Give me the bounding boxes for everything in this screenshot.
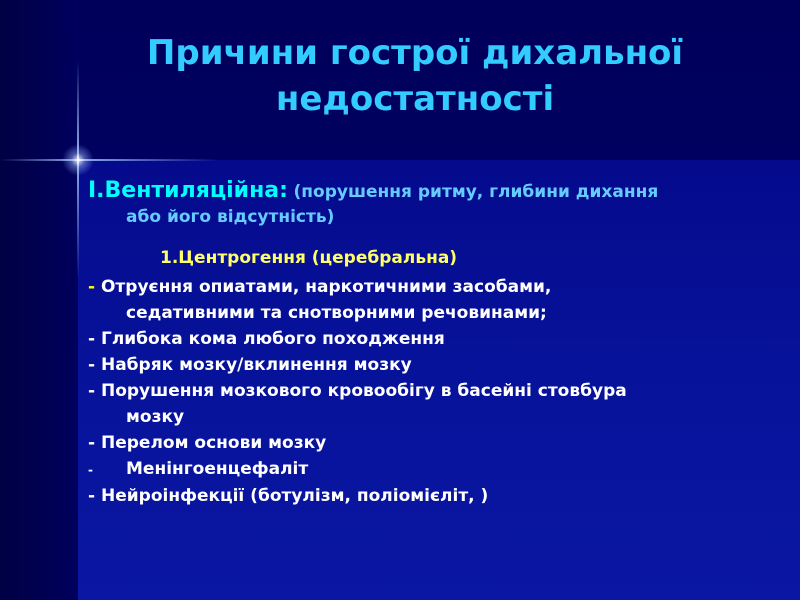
list-item [88,274,788,326]
list-item-dash: - [88,277,101,297]
heading-main: І.Вентиляційна: [88,178,288,203]
list-item-continuation: седативними та снотворними речовинами; [126,303,547,323]
list-item-dash: - [88,355,101,375]
sparkle-horizontal-ray [0,159,220,161]
list-item-dash: - [88,381,101,401]
sparkle-star-icon [62,144,94,176]
list-item [88,352,788,378]
heading-sub-1: (порушення ритму, глибини дихання [293,182,659,202]
title-line-1: Причини гострої дихальної [146,33,684,73]
list-item [88,378,788,430]
list-item-dash: - [88,329,101,349]
list-item [88,483,788,509]
slide-title [0,30,800,122]
list-item [88,456,788,483]
list-item [88,430,788,456]
list-item-text: Набряк мозку/вклинення мозку [100,355,412,375]
list-item-text: Глибока кома любого походження [100,329,445,349]
list-item-dash: - [88,463,93,477]
list-item-dash: - [88,433,101,453]
list-item-text: Нейроінфекції (ботулізм, поліомієліт, ) [100,486,489,506]
subheading: 1.Центрогення (церебральна) [160,248,458,268]
section-heading [88,178,788,230]
list-item-text: Менінгоенцефаліт [126,459,309,479]
list-item-dash: - [88,486,101,506]
list-item [88,326,788,352]
list-item-text: Отруєння опиатами, наркотичними засобами, [100,277,552,297]
list-item-continuation: мозку [126,407,185,427]
heading-sub-2: або його відсутність) [126,207,335,227]
causes-list [88,274,788,509]
list-item-text: Перелом основи мозку [100,433,327,453]
list-item-text: Порушення мозкового кровообігу в басейні стовбура [100,381,627,401]
title-line-2: недостатності [275,79,555,119]
